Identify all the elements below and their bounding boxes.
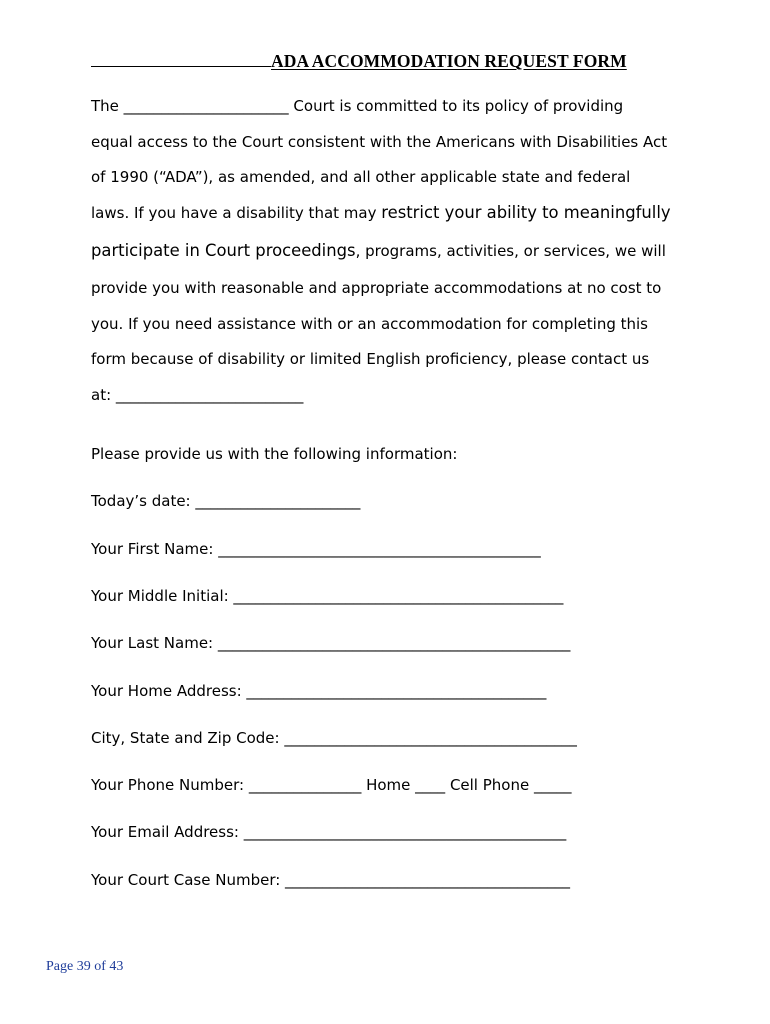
intro-line-7: you. If you need assistance with or an accommodation for completing this — [91, 315, 648, 333]
form-title: ADA ACCOMMODATION REQUEST FORM — [271, 51, 627, 71]
intro-line-2: equal access to the Court consistent with the Americans with Disabilities Act — [91, 133, 668, 151]
intro-line-8: form because of disability or limited English proficiency, please contact us — [91, 350, 650, 368]
intro-line-4a: laws. If you have a disability that may — [91, 204, 382, 222]
contact-line: at: _________________________ — [91, 386, 304, 404]
intro-line-5a: participate in Court proceedings — [91, 241, 356, 260]
phone-number-field[interactable]: Your Phone Number: _______________ Home ____ Cell Phone _____ — [91, 776, 572, 794]
last-name-field[interactable]: Your Last Name: _______________________________________________ — [91, 634, 571, 652]
first-name-field[interactable]: Your First Name: ___________________________________________ — [91, 540, 541, 558]
intro-line-1: The ______________________ Court is committed to its policy of providing — [91, 97, 624, 115]
intro-line-5b: , programs, activities, or services, we will — [355, 242, 666, 260]
home-address-field[interactable]: Your Home Address: ________________________________________ — [91, 682, 547, 700]
intro-line-3: of 1990 (“ADA”), as amended, and all other applicable state and federal — [91, 168, 631, 186]
form-title-row — [91, 49, 661, 73]
intro-line-4 — [91, 201, 671, 225]
intro-line-6: provide you with reasonable and appropriate accommodations at no cost to — [91, 279, 662, 297]
intro-line-4b: restrict your ability to meaningfully — [381, 203, 671, 222]
todays-date-field[interactable]: Today’s date: ______________________ — [91, 492, 361, 510]
page-number: Page 39 of 43 — [46, 959, 124, 974]
court-name-blank[interactable] — [91, 49, 271, 67]
email-address-field[interactable]: Your Email Address: ___________________________________________ — [91, 823, 567, 841]
middle-initial-field[interactable]: Your Middle Initial: ____________________________________________ — [91, 587, 564, 605]
city-state-zip-field[interactable]: City, State and Zip Code: _______________________________________ — [91, 729, 577, 747]
court-case-number-field[interactable]: Your Court Case Number: ______________________________________ — [91, 871, 571, 889]
intro-line-5 — [91, 239, 666, 263]
instructions-text: Please provide us with the following information: — [91, 445, 458, 463]
